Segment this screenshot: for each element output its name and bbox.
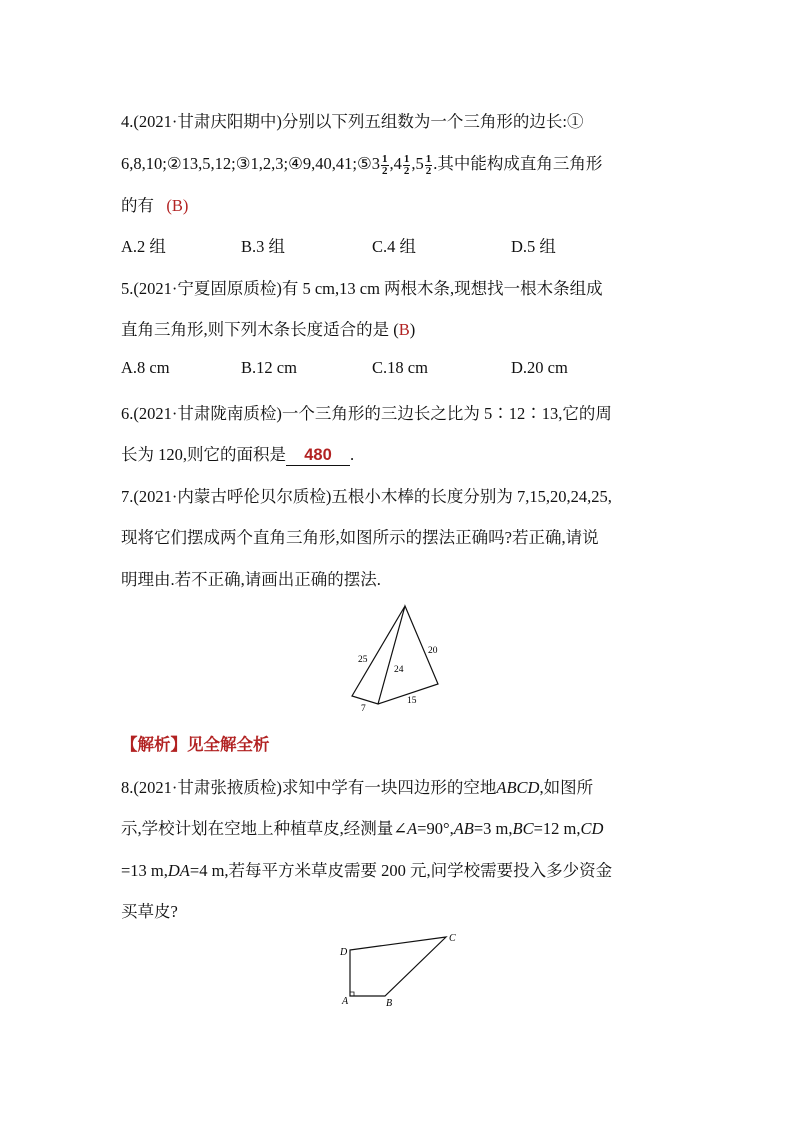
q4-line3-text: 的有	[121, 196, 154, 215]
q8-quadrilateral-figure	[336, 928, 466, 1012]
q7-label-20: 20	[428, 646, 438, 656]
q8-var-ab: AB	[453, 819, 474, 838]
q4-option-d: D.5 组	[511, 237, 556, 256]
q8-label-b: B	[386, 998, 393, 1009]
q4-line3	[121, 192, 188, 216]
q8-line2-pre: 示,学校计划在空地上种植草皮,经测量∠	[121, 819, 408, 838]
q6-line2-end: .	[350, 445, 355, 464]
q4-fraction-1: $\frac{1}{2}$	[382, 152, 388, 177]
analysis-link: 【解析】见全解全析	[121, 736, 270, 754]
q8-var-da: DA	[167, 861, 190, 880]
q4-line1: 4.(2021·甘肃庆阳期中)分别以下列五组数为一个三角形的边长:①	[121, 112, 584, 131]
q8-var-a: A	[407, 819, 418, 838]
q7-line3: 明理由.若不正确,请画出正确的摆法.	[121, 570, 381, 589]
q8-line1-pre: 8.(2021·甘肃张掖质检)求知中学有一块四边形的空地	[121, 778, 497, 797]
q5-line2	[121, 316, 415, 340]
q8-line3-pre: =13 m,	[121, 861, 168, 880]
q7-label-25: 25	[358, 655, 368, 665]
q6-line1: 6.(2021·甘肃陇南质检)一个三角形的三边长之比为 5∶12∶13,它的周	[121, 404, 612, 423]
q6-answer-blank: 480	[286, 446, 350, 466]
q6-line2	[121, 441, 354, 466]
q4-option-a: A.2 组	[121, 237, 166, 256]
q4-fraction-3: $\frac{1}{2}$	[425, 152, 432, 177]
q5-line2-text: 直角三角形,则下列木条长度适合的是	[121, 320, 390, 339]
q5-line1: 5.(2021·宁夏固原质检)有 5 cm,13 cm 两根木条,现想找一根木条组成	[121, 279, 603, 298]
q5-answer-close: )	[409, 320, 416, 339]
q4-line2-pre: 6,8,10;②13,5,12;③1,2,3;④9,40,41;⑤3	[121, 154, 381, 173]
q8-var-bc: BC	[512, 819, 534, 838]
q8-line2-a: =90°,	[417, 819, 454, 838]
q8-label-d: D	[340, 947, 348, 958]
q4-line2-post: .其中能构成直角三角形	[433, 154, 603, 173]
q6-line2-text: 长为 120,则它的面积是	[121, 445, 286, 464]
q8-label-a: A	[342, 996, 349, 1007]
q4-sep2: ,5	[411, 154, 424, 173]
q4-option-c: C.4 组	[372, 237, 417, 256]
q5-option-d: D.20 cm	[511, 358, 568, 377]
q5-option-c: C.18 cm	[372, 358, 428, 377]
q7-triangle-figure	[340, 598, 450, 716]
q7-label-24: 24	[394, 665, 404, 675]
q4-sep1: ,4	[389, 154, 402, 173]
q5-answer-open: (	[393, 320, 399, 339]
q8-label-c: C	[449, 933, 456, 944]
q8-var-cd: CD	[580, 819, 604, 838]
q7-line1: 7.(2021·内蒙古呼伦贝尔质检)五根小木棒的长度分别为 7,15,20,24,25,	[121, 487, 612, 506]
q7-label-15: 15	[407, 696, 417, 706]
q4-answer: (B)	[166, 196, 189, 215]
q8-line4: 买草皮?	[121, 902, 178, 921]
q8-line3-post: =4 m,若每平方米草皮需要 200 元,问学校需要投入多少资金	[189, 861, 613, 880]
q8-line3	[121, 857, 612, 881]
q8-line1	[121, 774, 593, 798]
q5-option-a: A.8 cm	[121, 358, 170, 377]
q7-label-7: 7	[361, 704, 366, 714]
q4-fraction-2: $\frac{1}{2}$	[403, 152, 410, 177]
q5-answer: B	[398, 320, 410, 339]
q8-line2	[121, 815, 603, 839]
q5-option-b: B.12 cm	[241, 358, 297, 377]
q8-line1-post: ,如图所	[539, 778, 594, 797]
q8-line2-b: =3 m,	[473, 819, 513, 838]
q8-var-abcd: ABCD	[496, 778, 540, 797]
q8-line2-c: =12 m,	[533, 819, 581, 838]
q4-line2	[121, 150, 602, 177]
q7-line2: 现将它们摆成两个直角三角形,如图所示的摆法正确吗?若正确,请说	[121, 528, 599, 547]
q4-option-b: B.3 组	[241, 237, 286, 256]
